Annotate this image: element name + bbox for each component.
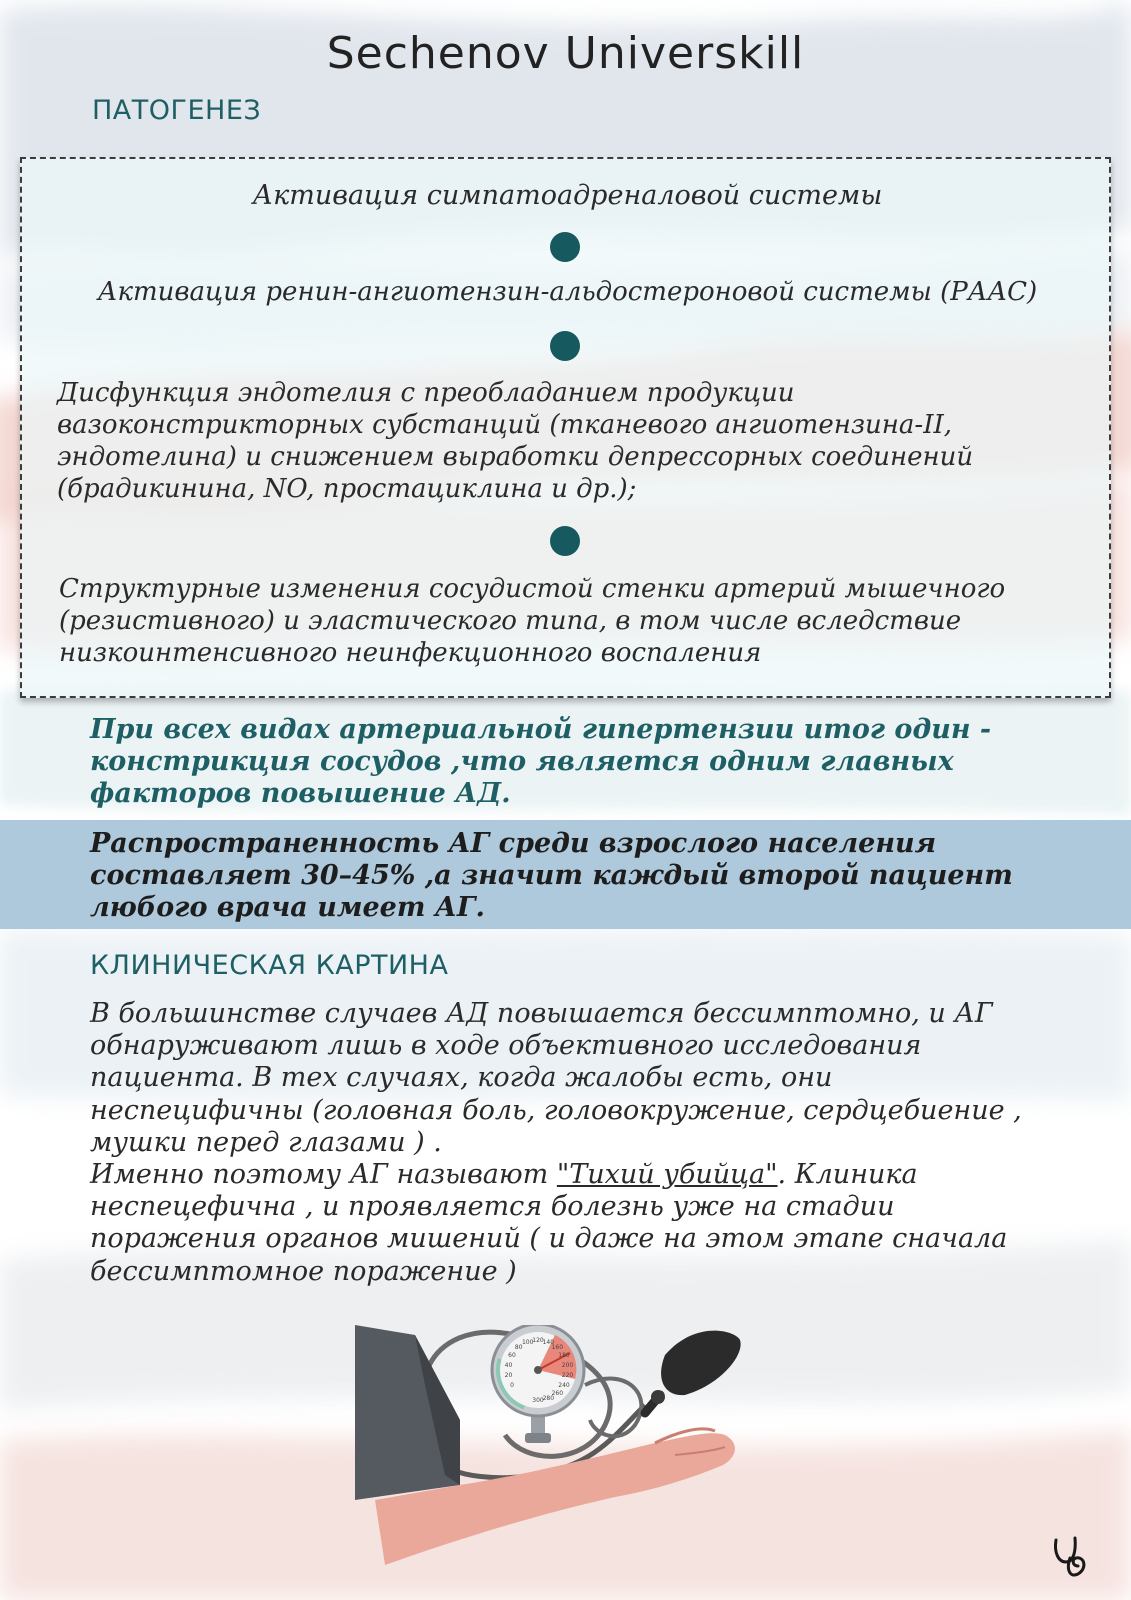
section-title-pathogenesis: ПАТОГЕНЕЗ (92, 95, 262, 126)
gauge-tick-label: 240 (558, 1382, 570, 1389)
prevalence-text: Распространенность АГ среди взрослого населения составляет 30–45% ,а значит каждый второй пациент любого врача имеет АГ. (90, 828, 1013, 923)
clinical-paragraph-1: В большинстве случаев АД повышается бессимптомно, и АГ обнаруживают лишь в ходе объективного исследования пациента. В тех случаях, когда жалобы есть, они неспецифичны (головная боль, головокружение, сердцебиение , мушки перед глазами ) . (90, 998, 1022, 1158)
pathogenesis-step-4: Структурные изменения сосудистой стенки артерий мышечного (резистивного) и эластического типа, в том числе вследствие низкоинтенсивного неинфекционного воспаления (59, 574, 1006, 668)
blood-pressure-monitor-illustration (355, 1325, 755, 1570)
silent-killer-quote: "Тихий убийца" (556, 1159, 778, 1191)
gauge-tick-label: 0 (510, 1382, 514, 1389)
pathogenesis-box (20, 157, 1111, 698)
clinical-picture-text (90, 998, 1050, 1288)
pathogenesis-step-3: Дисфункция эндотелия с преобладанием продукции вазоконстрикторных субстанций (тканевого ангиотензина-II, эндотелина) и снижением выработки депрессорных соединений (брадикинина, NO, простациклина и др.); (57, 378, 974, 504)
clinical-paragraph-2-start: Именно поэтому АГ называют (90, 1159, 557, 1191)
gauge-tick-label: 300 (532, 1397, 544, 1404)
clinical-paragraph-2-end: . Клиника неспецефична , и проявляется болезнь уже на стадии поражения органов мишений ( и даже на этом этапе сначала бессимптомное поражение ) (90, 1159, 1008, 1287)
gauge-tick-label: 120 (532, 1337, 544, 1344)
pressure-gauge (487, 1325, 590, 1421)
bullet-dot-icon (550, 526, 580, 556)
gauge-tick-label: 60 (508, 1352, 516, 1359)
gauge-tick-label: 180 (558, 1352, 570, 1359)
gauge-tick-label: 260 (551, 1390, 564, 1397)
gauge-tick-label: 280 (542, 1395, 555, 1403)
clinical-paragraph-2 (90, 1159, 1050, 1288)
section-title-clinical-picture: КЛИНИЧЕСКАЯ КАРТИНА (90, 950, 449, 981)
gauge-tick-label: 200 (561, 1361, 574, 1369)
pathogenesis-step-1: Активация симпатоадреналовой системы (252, 180, 883, 211)
bullet-dot-icon (550, 331, 580, 361)
gauge-tick-label: 40 (504, 1361, 513, 1369)
gauge-tick-label: 100 (521, 1338, 534, 1346)
site-title: Sechenov Universkill (326, 28, 805, 79)
gauge-tick-label: 140 (542, 1338, 555, 1346)
universkill-logo-icon (1048, 1530, 1098, 1580)
gauge-tick-label: 80 (514, 1344, 523, 1351)
pathogenesis-step-2: Активация ренин-ангиотензин-альдостероновой системы (РААС) (97, 277, 1038, 307)
pathogenesis-conclusion: При всех видах артериальной гипертензии итог один - констрикция сосудов ,что является одним главных факторов повышение АД. (90, 714, 992, 809)
bullet-dot-icon (550, 232, 580, 262)
gauge-tick-label: 20 (504, 1372, 513, 1380)
gauge-tick-label: 220 (561, 1372, 574, 1380)
gauge-tick-label: 160 (551, 1344, 564, 1351)
prevalence-band (0, 820, 1131, 929)
